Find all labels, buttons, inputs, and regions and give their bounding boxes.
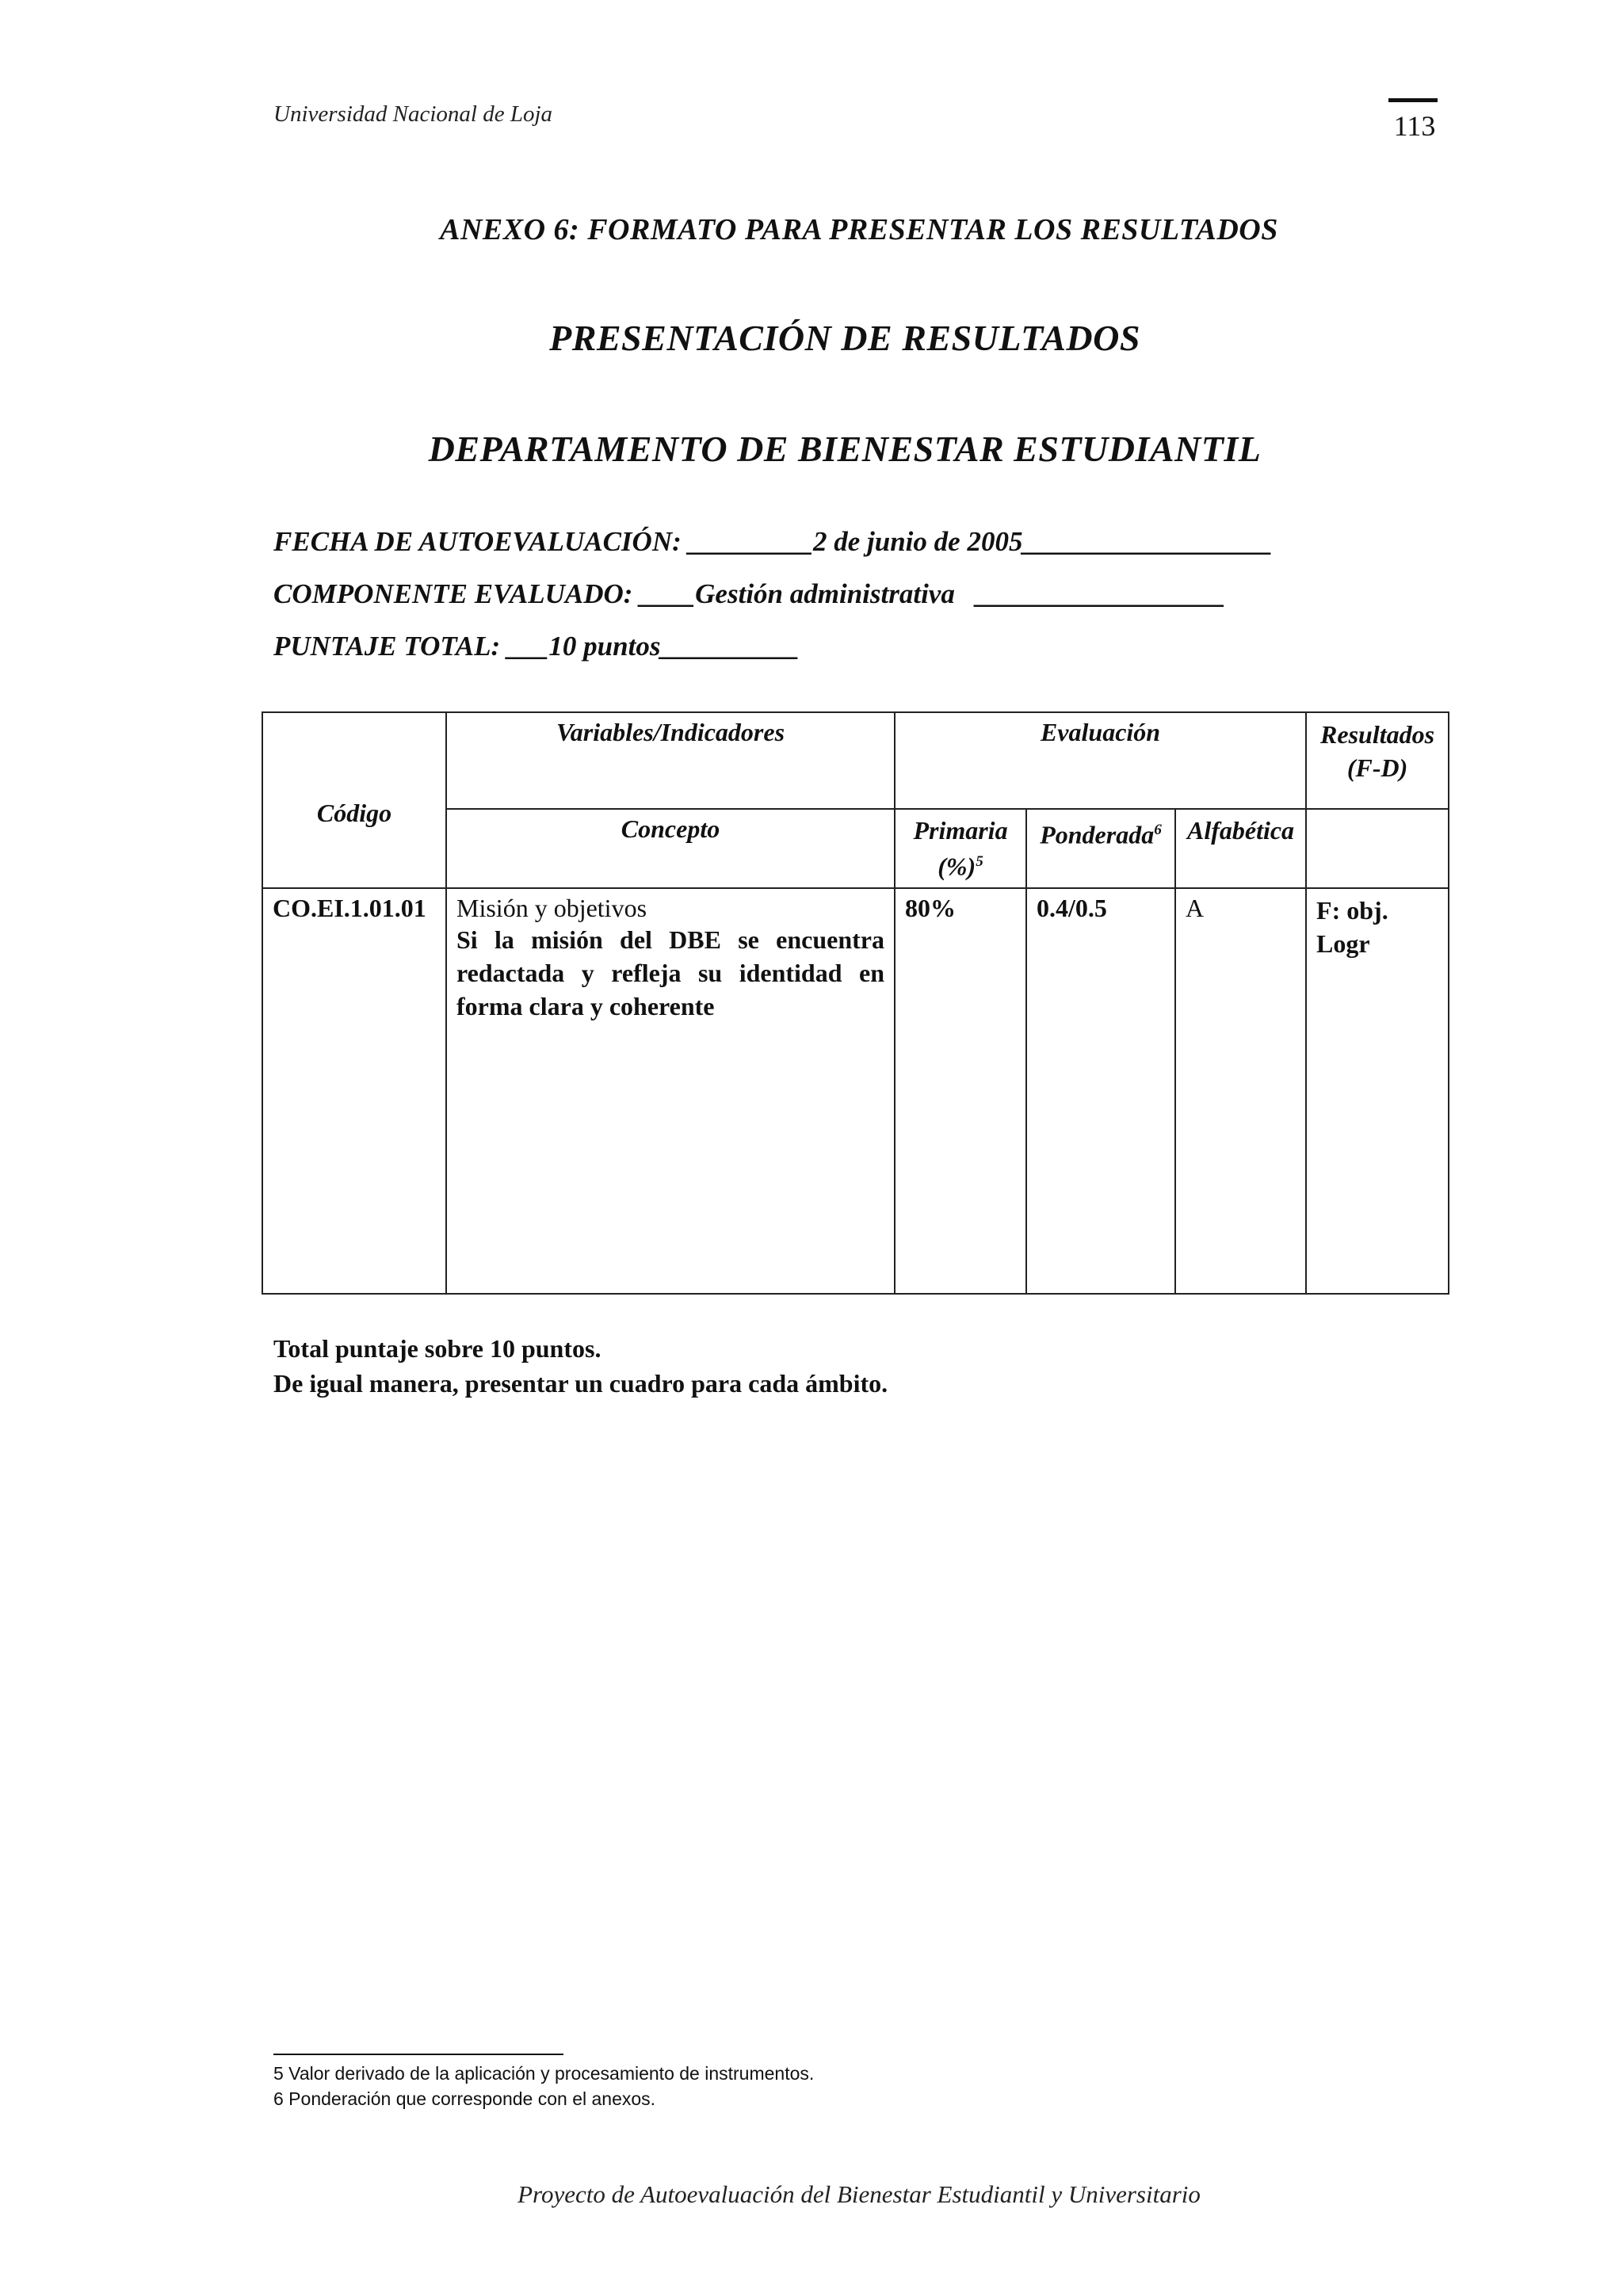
page-number-rule <box>1388 98 1438 102</box>
total-score-line: PUNTAJE TOTAL: ___10 puntos__________ <box>273 631 800 662</box>
row-code: CO.EI.1.01.01 <box>262 888 446 1294</box>
row-primary: 80% <box>895 888 1026 1294</box>
evaluation-date-line: FECHA DE AUTOEVALUACIÓN: _________2 de junio de 2005__________________ <box>273 526 1273 557</box>
header-primary: Primaria (%)$^5$ <box>895 809 1026 888</box>
table-notes <box>273 1331 888 1401</box>
footnote-5: 5 Valor derivado de la aplicación y procesamiento de instrumentos. <box>273 2063 815 2084</box>
scope-note: De igual manera, presentar un cuadro para cada ámbito. <box>273 1369 888 1398</box>
running-header: Universidad Nacional de Loja <box>273 101 553 127</box>
header-code: Código <box>262 712 446 888</box>
table-row <box>262 888 1449 1294</box>
presentation-title: PRESENTACIÓN DE RESULTADOS <box>549 318 1140 358</box>
evaluated-component-line: COMPONENTE EVALUADO: ____Gestión administrativa __________________ <box>273 578 1226 609</box>
concept-title: Misión y objetivos <box>456 893 647 922</box>
header-evaluation: Evaluación <box>895 712 1306 809</box>
header-results-empty <box>1306 809 1449 888</box>
annex-title: ANEXO 6: FORMATO PARA PRESENTAR LOS RESULTADOS <box>440 213 1278 246</box>
department-title: DEPARTAMENTO DE BIENESTAR ESTUDIANTIL <box>428 429 1262 469</box>
header-concept: Concepto <box>446 809 895 888</box>
concept-description: Si la misión del DBE se encuentra redactada y refleja su identidad en forma clara y coherente <box>456 925 884 1020</box>
header-alphabetic: Alfabética <box>1175 809 1306 888</box>
header-variables: Variables/Indicadores <box>446 712 895 809</box>
footnote-separator <box>273 2054 563 2055</box>
row-weighted: 0.4/0.5 <box>1026 888 1175 1294</box>
row-concept <box>446 888 895 1294</box>
page-footer: Proyecto de Autoevaluación del Bienestar Estudiantil y Universitario <box>517 2180 1201 2208</box>
row-result: F: obj. Logr <box>1306 888 1449 1294</box>
results-table <box>262 711 1449 1295</box>
row-alphabetic: A <box>1175 888 1306 1294</box>
header-weighted: Ponderada$^6$ <box>1026 809 1175 888</box>
page-number: 113 <box>1393 110 1436 142</box>
footnote-6: 6 Ponderación que corresponde con el anexos. <box>273 2088 656 2109</box>
header-results: Resultados (F-D) <box>1306 712 1449 809</box>
total-score-note: Total puntaje sobre 10 puntos. <box>273 1334 601 1363</box>
